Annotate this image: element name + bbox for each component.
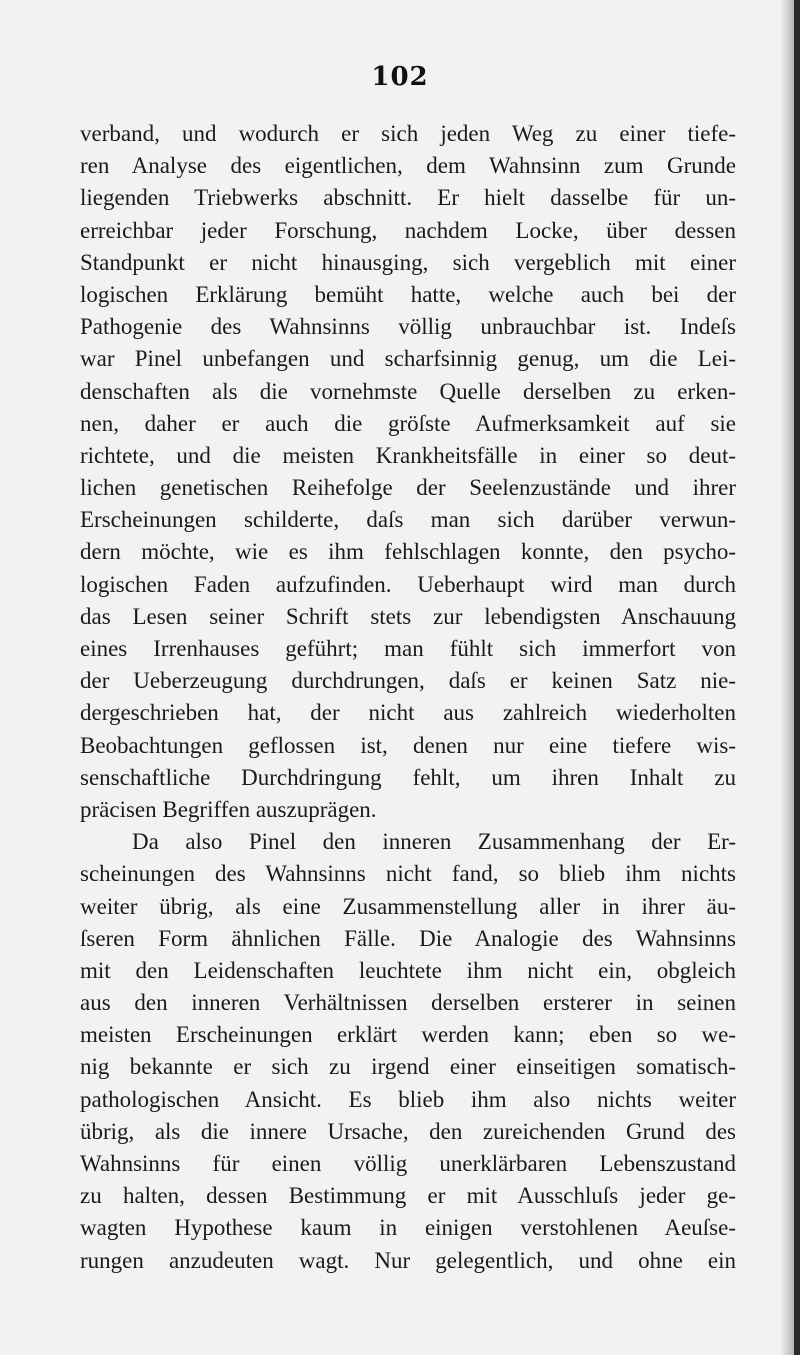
text-line: Da also Pinel den inneren Zusammenhang der Er-: [132, 829, 736, 855]
text-line: rungen anzudeuten wagt. Nur gelegentlich, und ohne ein: [80, 1247, 736, 1273]
text-line: erreichbar jeder Forschung, nachdem Locke, über dessen: [80, 217, 736, 243]
text-line: nig bekannte er sich zu irgend einer einseitigen somatisch-: [80, 1054, 736, 1080]
text-line: lichen genetischen Reihefolge der Seelenzustände und ihrer: [80, 475, 736, 501]
text-line: scheinungen des Wahnsinns nicht fand, so blieb ihm nichts: [80, 861, 736, 887]
text-line: verband, und wodurch er sich jeden Weg zu einer tiefe-: [80, 121, 736, 146]
text-line: war Pinel unbefangen und scharfsinnig genug, um die Lei-: [80, 346, 736, 372]
page-edge-shadow: [780, 0, 794, 1355]
text-line: präcisen Begriffen auszuprägen.: [80, 796, 377, 822]
text-line: dergeschrieben hat, der nicht aus zahlreich wiederholten: [80, 700, 736, 726]
text-line: meisten Erscheinungen erklärt werden kann; eben so we-: [80, 1022, 736, 1048]
text-line: senschaftliche Durchdringung fehlt, um ihren Inhalt zu: [80, 764, 736, 790]
text-line: nen, daher er auch die gröſste Aufmerksamkeit auf sie: [80, 410, 736, 436]
text-line: das Lesen seiner Schrift stets zur lebendigsten Anschauung: [80, 603, 736, 629]
text-line: weiter übrig, als eine Zusammenstellung aller in ihrer äu-: [80, 893, 736, 919]
text-line: Pathogenie des Wahnsinns völlig unbrauchbar ist. Indeſs: [80, 314, 736, 340]
text-line: mit den Leidenschaften leuchtete ihm nicht ein, obgleich: [80, 957, 736, 983]
text-line: liegenden Triebwerks abschnitt. Er hielt dasselbe für un-: [80, 185, 736, 211]
text-line: Standpunkt er nicht hinausging, sich vergeblich mit einer: [80, 249, 736, 275]
text-line: dern möchte, wie es ihm fehlschlagen konnte, den psycho-: [80, 539, 736, 565]
text-line: eines Irrenhauses geführt; man fühlt sich immerfort von: [80, 636, 736, 661]
text-line: ſseren Form ähnlichen Fälle. Die Analogie des Wahnsinns: [80, 925, 736, 951]
text-line: logischen Faden aufzufinden. Ueberhaupt wird man durch: [80, 571, 736, 597]
text-line: richtete, und die meisten Krankheitsfälle in einer so deut-: [80, 442, 736, 468]
text-line: Beobachtungen geflossen ist, denen nur eine tiefere wis-: [80, 732, 736, 758]
text-line: wagten Hypothese kaum in einigen verstohlenen Aeuſse-: [80, 1215, 736, 1241]
text-line: Erscheinungen schilderte, daſs man sich darüber verwun-: [80, 507, 736, 533]
text-line: übrig, als die innere Ursache, den zureichenden Grund des: [80, 1118, 736, 1144]
text-line: pathologischen Ansicht. Es blieb ihm also nichts weiter: [80, 1086, 736, 1112]
text-line: aus den inneren Verhältnissen derselben ersterer in seinen: [80, 990, 736, 1016]
text-line: denschaften als die vornehmste Quelle derselben zu erken-: [80, 378, 736, 404]
text-line: zu halten, dessen Bestimmung er mit Ausschluſs jeder ge-: [80, 1183, 736, 1209]
text-line: ren Analyse des eigentlichen, dem Wahnsinn zum Grunde: [80, 153, 736, 179]
text-line: logischen Erklärung bemüht hatte, welche auch bei der: [80, 281, 736, 307]
text-line: Wahnsinns für einen völlig unerklärbaren Lebenszustand: [80, 1151, 736, 1176]
text-line: der Ueberzeugung durchdrungen, daſs er keinen Satz nie-: [80, 668, 736, 694]
page-number: 102: [371, 62, 429, 92]
body-text: [80, 118, 736, 1277]
